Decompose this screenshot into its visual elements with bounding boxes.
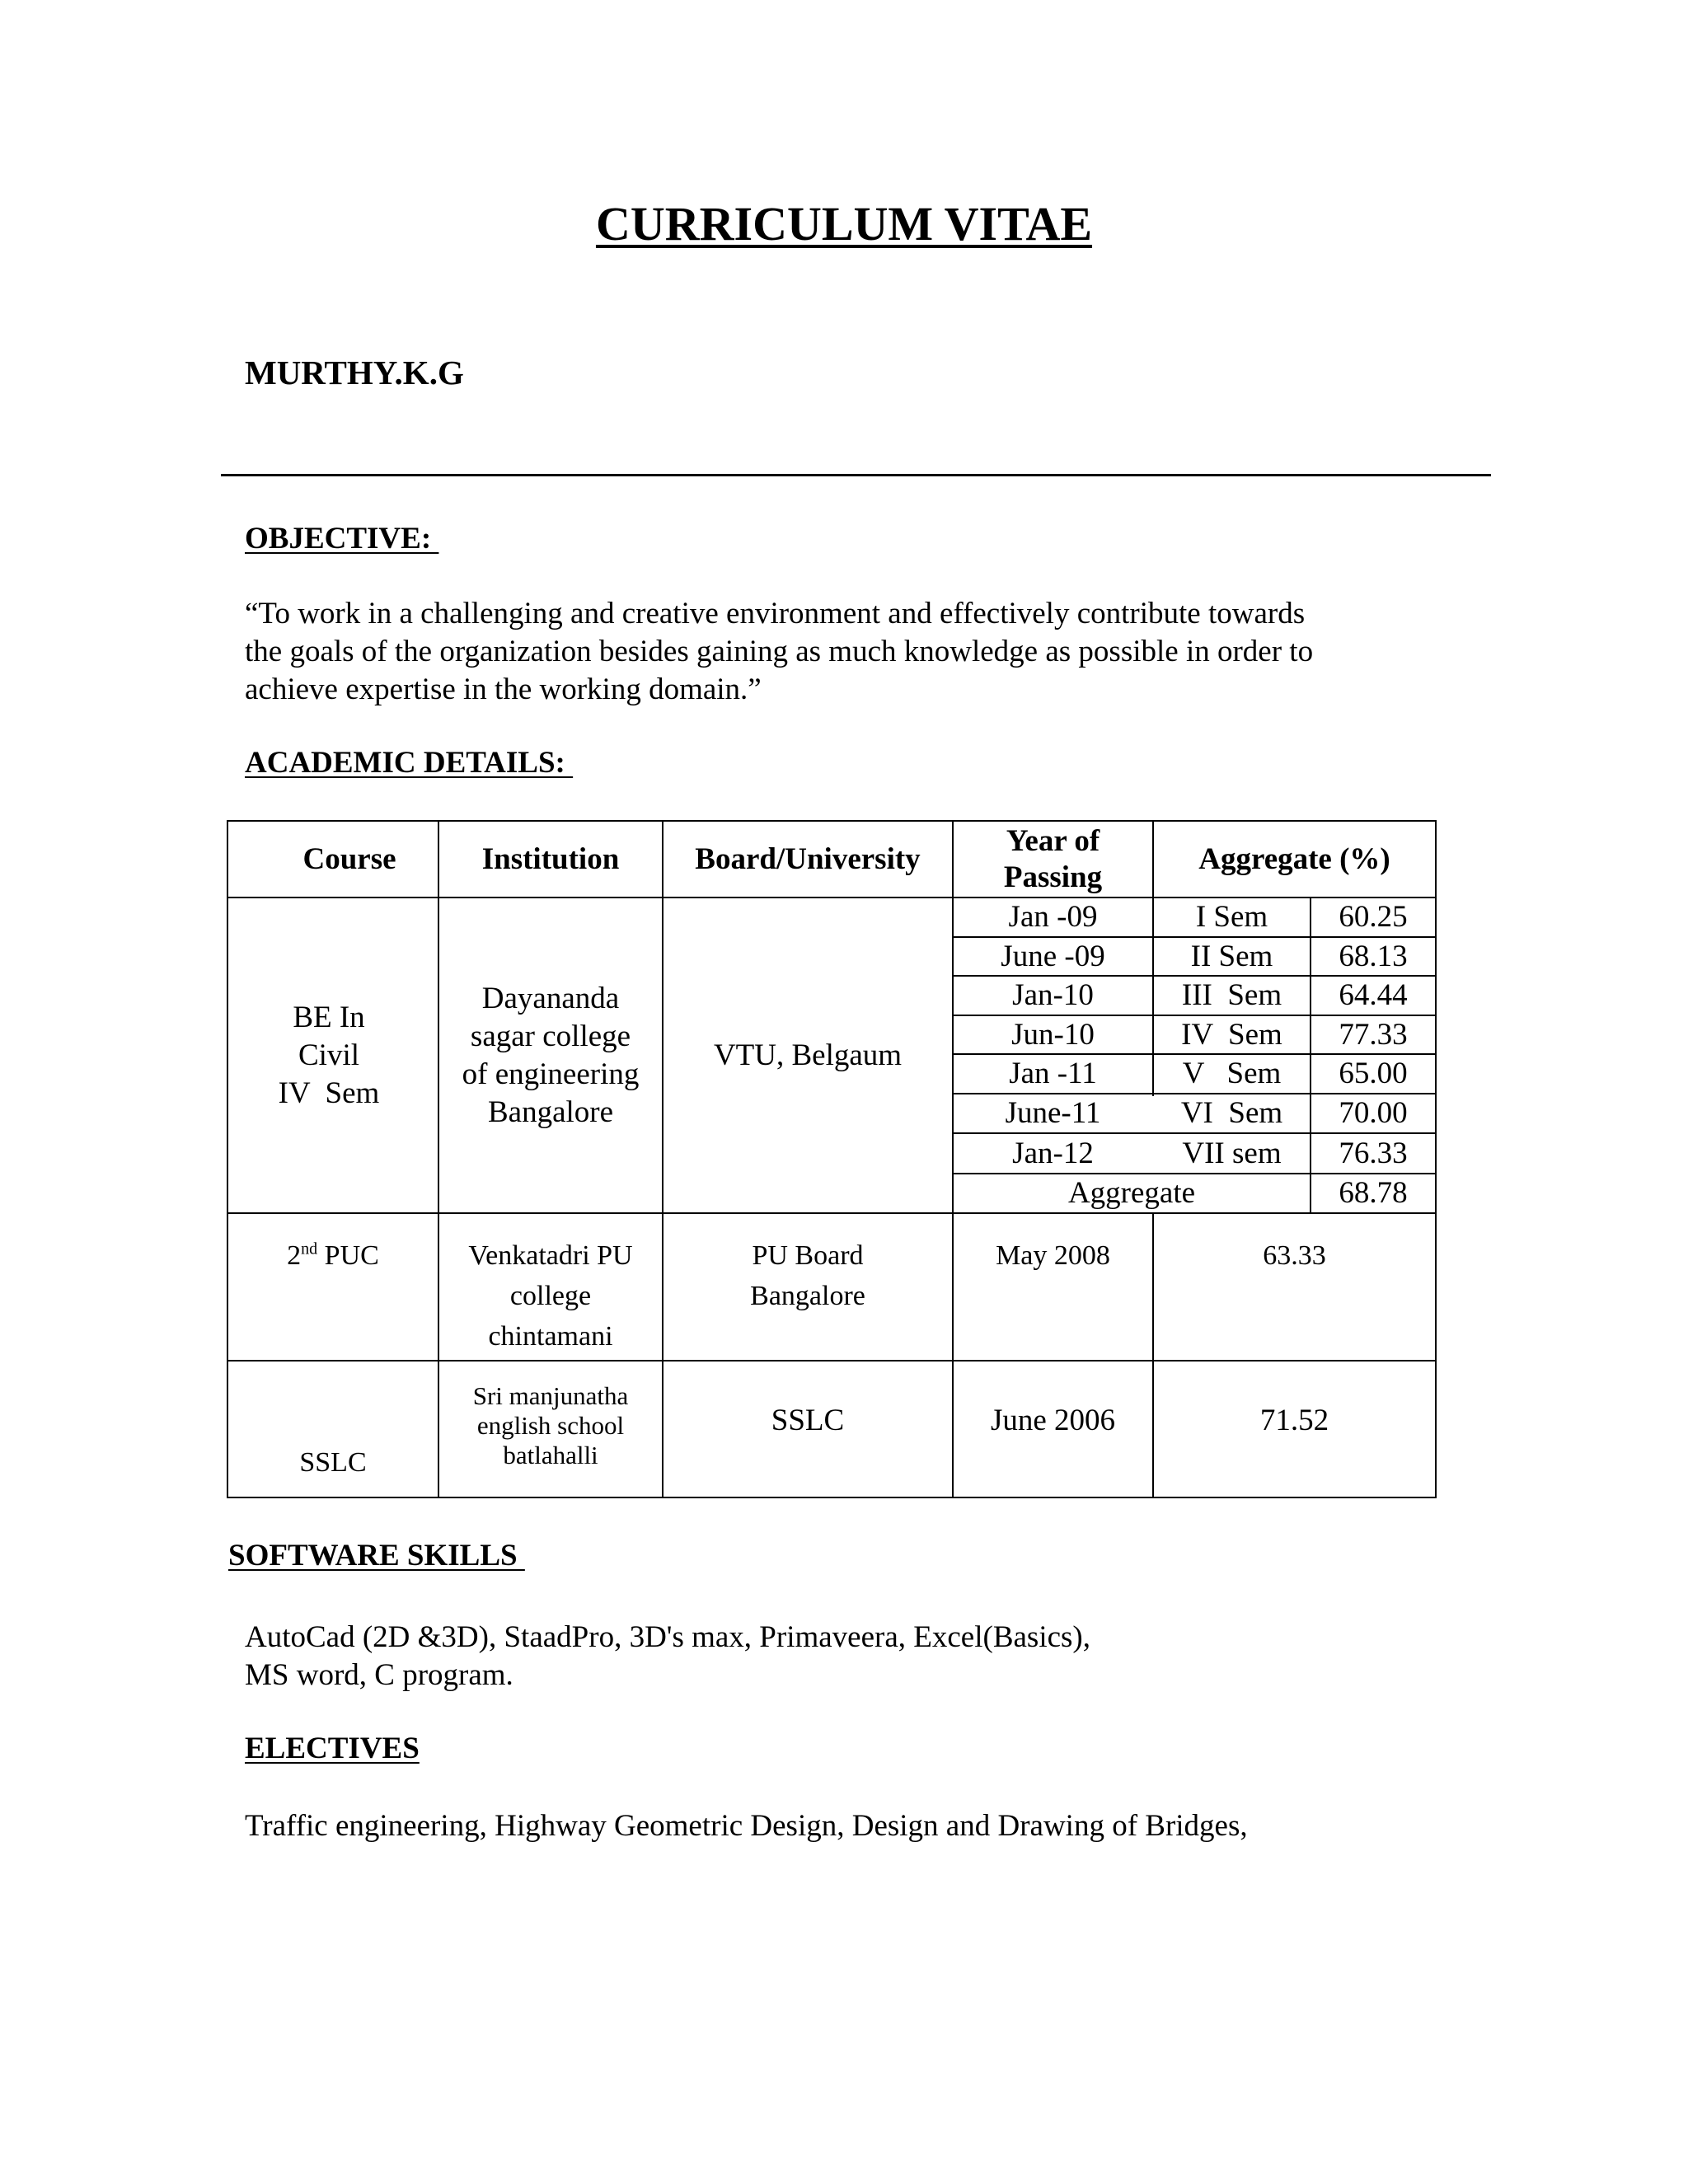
header-institution: Institution [481,841,620,876]
puc-institution-line: Venkatadri PU [468,1240,633,1271]
sem-year: Jan-10 [1012,978,1094,1012]
sem-name: III Sem [1181,978,1282,1012]
puc-course-sup: nd [301,1240,318,1258]
objective-line: “To work in a challenging and creative environment and effectively contribute towards [245,597,1306,630]
academic-heading: ACADEMIC DETAILS: [245,746,574,780]
sem-name: II Sem [1190,939,1273,973]
sem-name: VII sem [1182,1136,1282,1170]
electives-line: Traffic engineering, Highway Geometric Design, Design and Drawing of Bridges, [245,1809,1248,1843]
puc-institution-line: chintamani [488,1321,613,1352]
sem-year: Jan -11 [1009,1057,1097,1090]
sslc-institution [439,1361,662,1497]
sslc-board: SSLC [771,1404,845,1437]
be-institution-line: Bangalore [487,1094,614,1129]
sem-year: Jan-12 [1012,1136,1094,1170]
software-line: AutoCad (2D &3D), StaadPro, 3D's max, Primaveera, Excel(Basics), [245,1620,1090,1654]
puc-institution [439,1214,662,1360]
table-border-bottom [227,1497,1437,1498]
software-line: MS word, C program. [245,1658,513,1692]
be-aggregate-label: Aggregate [1067,1176,1196,1210]
puc-board-line: Bangalore [750,1281,865,1311]
document-title: CURRICULUM VITAE [595,197,1093,251]
sem-year: June-11 [1005,1096,1101,1130]
header-year [954,822,1152,897]
sslc-year: June 2006 [990,1404,1116,1437]
puc-course-num: 2 [287,1240,302,1271]
software-text [245,1619,1090,1694]
puc-course-rest: PUC [317,1240,379,1271]
electives-text [245,1807,1248,1845]
table-border-right [1435,820,1437,1498]
academic-table [227,820,1437,1498]
puc-board-line: PU Board [752,1240,864,1271]
puc-aggregate: 63.33 [1263,1240,1326,1271]
sslc-institution-line: batlahalli [503,1441,598,1469]
puc-institution-line: college [509,1281,592,1311]
sslc-course: SSLC [299,1447,367,1478]
sem-percent: 60.25 [1339,900,1408,934]
objective-line: the goals of the organization besides gaining as much knowledge as possible in order to [245,635,1314,668]
software-heading: SOFTWARE SKILLS [228,1539,525,1572]
sem-year: Jun-10 [1011,1017,1095,1052]
candidate-name: MURTHY.K.G [245,354,464,391]
sslc-institution-line: english school [476,1411,625,1440]
header-divider [221,474,1491,476]
sslc-aggregate: 71.52 [1259,1404,1329,1437]
header-course: Course [302,841,396,876]
electives-heading: ELECTIVES [245,1732,420,1765]
be-course [228,898,438,1212]
objective-line: achieve expertise in the working domain.” [245,673,762,706]
sem-year: Jan -09 [1008,900,1098,934]
objective-text [245,595,1313,709]
be-institution-line: of engineering [462,1057,640,1091]
sem-percent: 64.44 [1339,978,1408,1012]
sem-year: June -09 [1001,939,1105,973]
puc-year: May 2008 [996,1240,1110,1271]
sem-name: VI Sem [1180,1096,1283,1130]
sem-percent: 68.13 [1339,939,1408,973]
be-aggregate-value: 68.78 [1339,1176,1408,1210]
sem-name: V Sem [1182,1057,1282,1090]
be-institution-line: Dayananda [481,981,620,1015]
header-board: Board/University [695,841,921,876]
sem-name: I Sem [1195,900,1268,934]
sslc-institution-line: Sri manjunatha [472,1381,629,1410]
header-aggregate: Aggregate (%) [1198,841,1390,876]
puc-course [228,1214,438,1360]
header-year-line: Year of [1006,823,1100,858]
be-institution-line: sagar college [470,1019,631,1053]
sem-name: IV Sem [1181,1017,1282,1052]
sem-percent: 76.33 [1339,1136,1408,1170]
be-board: VTU, Belgaum [713,1038,903,1072]
sem-percent: 70.00 [1339,1096,1408,1130]
sem-percent: 65.00 [1339,1057,1408,1090]
be-course-line: Civil [298,1038,360,1072]
puc-board [663,1214,952,1360]
objective-heading: OBJECTIVE: [245,522,439,555]
sem-percent: 77.33 [1339,1017,1408,1052]
be-institution [439,898,662,1212]
be-course-line: BE In [293,1000,365,1034]
header-year-line: Passing [1003,860,1103,894]
be-course-line: IV Sem [278,1076,380,1110]
